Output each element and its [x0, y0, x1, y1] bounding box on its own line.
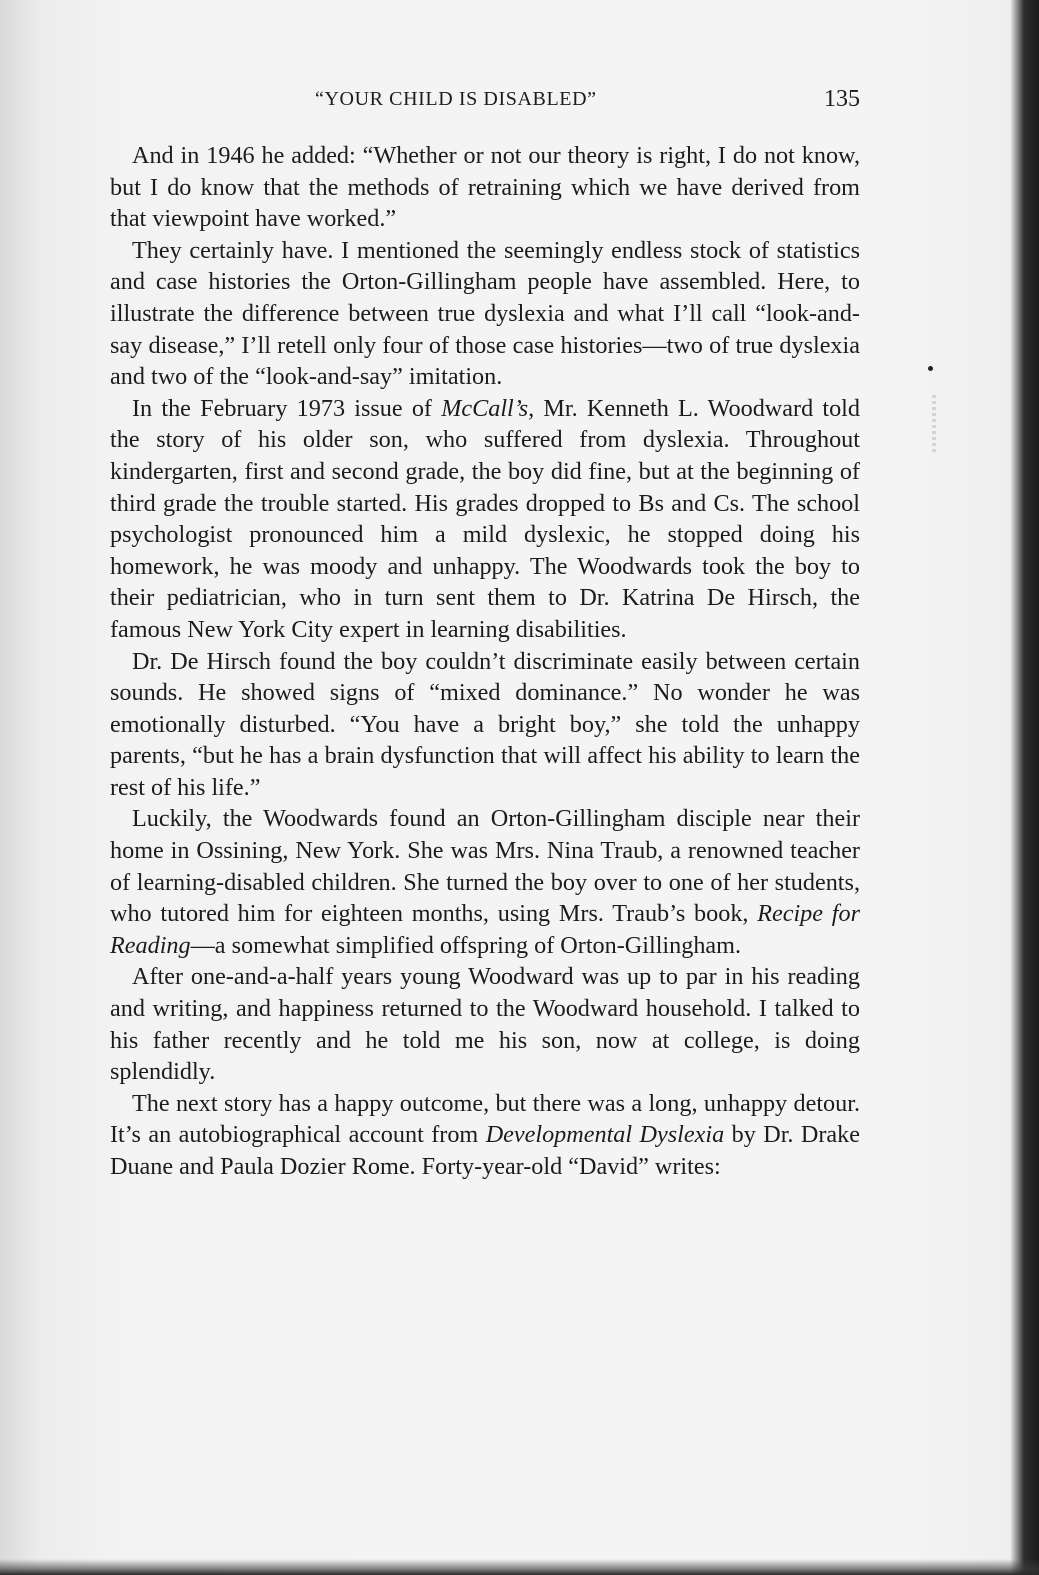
text-segment: In the February 1973 issue of — [132, 394, 442, 422]
text-segment: They certainly have. I mentioned the seemingly endless stock of statistics and case histories the Orton-Gillingham people have assembled. Here, to illustrate the difference between true dyslexia and what I’ll call “look-and-say disease,” I’ll retell only four of those case histories—two of true dyslexia and two of the “look-and-say” imitation. — [110, 236, 860, 391]
paragraph — [110, 803, 860, 961]
text-segment: After one-and-a-half years young Woodward was up to par in his reading and writing, and happiness returned to the Woodward household. I talked to his father recently and he told me his son, now at college, is doing splendidly. — [110, 963, 860, 1086]
text-segment: Dr. De Hirsch found the boy couldn’t discriminate easily between certain sounds. He showed signs of “mixed dominance.” No wonder he was emotionally disturbed. “You have a bright boy,” she told the unhappy parents, “but he has a brain dysfunction that will affect his ability to learn the rest of his life.” — [110, 647, 860, 801]
show-through-mark — [932, 395, 936, 455]
paragraph — [110, 1088, 860, 1183]
italic-title: Recipe for Reading — [110, 900, 860, 959]
text-segment: Luckily, the Woodwards found an Orton-Gillingham disciple near their home in Ossining, New York. She was Mrs. Nina Traub, a renowned teacher of learning-disabled children. She turned the boy over to one of her students, who tutored him for eighteen months, using Mrs. Traub’s book, — [110, 805, 860, 928]
text-segment: by Dr. Drake Duane and Paula Dozier Rome. Forty-year-old “David” writes: — [110, 1121, 860, 1180]
margin-dot — [928, 366, 933, 371]
text-segment: The next story has a happy outcome, but there was a long, unhappy detour. It’s an autobiographical account from — [110, 1089, 860, 1149]
text-segment: —a somewhat simplified offspring of Orton-Gillingham. — [190, 931, 742, 959]
page-header — [110, 86, 860, 120]
text-segment: Mr. Kenneth L. Woodward told the story of his older son, who suffered from dyslexia. Throughout kindergarten, first and second grade, the boy did fine, but at the beginning of third grade the trouble started. His grades dropped to Bs and Cs. The school psychologist pronounced him a mild dyslexic, he stopped doing his homework, he was moody and unhappy. The Woodwards took the boy to their pediatrician, who in turn sent them to Dr. Katrina De Hirsch, the famous New York City expert in learning disabilities. — [110, 394, 861, 643]
paragraph — [110, 646, 860, 804]
body-text — [110, 140, 860, 1183]
page-number: 135 — [824, 86, 860, 112]
text-segment: And in 1946 he added: “Whether or not our theory is right, I do not know, but I do know that the methods of retraining which we have derived from that viewpoint have worked.” — [110, 142, 860, 233]
italic-title: Developmental Dyslexia — [485, 1121, 725, 1149]
running-head: “YOUR CHILD IS DISABLED” — [315, 88, 597, 110]
paragraph — [110, 235, 860, 393]
italic-title: McCall’s, — [441, 394, 535, 422]
page-bottom-edge — [0, 1559, 1039, 1575]
paragraph — [110, 961, 860, 1087]
paragraph — [110, 140, 860, 235]
paragraph — [110, 393, 860, 646]
